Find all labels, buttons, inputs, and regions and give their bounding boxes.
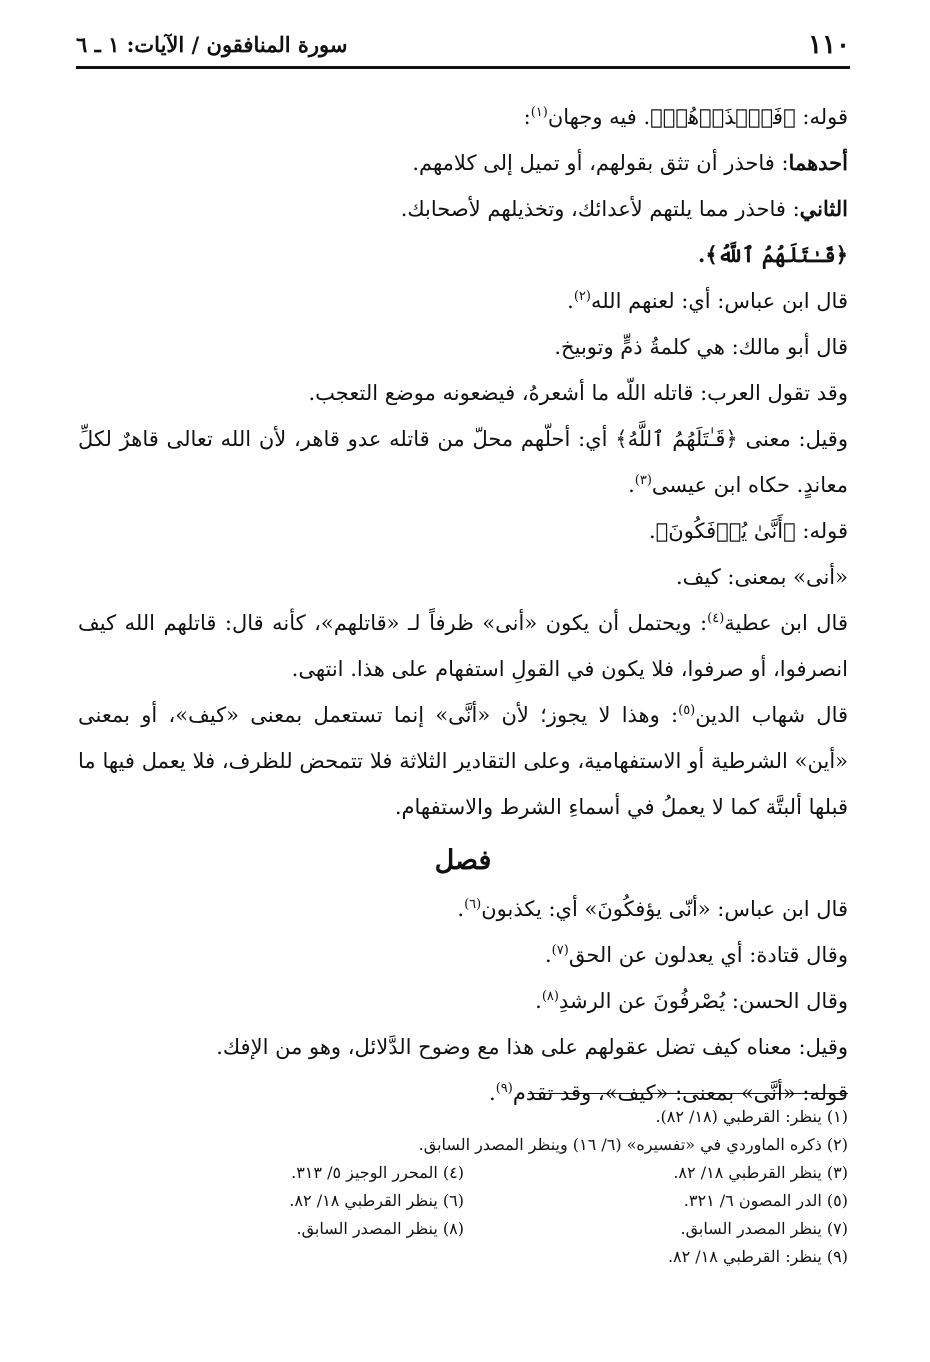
running-title: سورة المنافقون / الآيات: ١ ـ ٦: [76, 32, 348, 57]
footnote: (٧) ينظر المصدر السابق.: [680, 1219, 848, 1238]
paragraph: [78, 140, 848, 186]
footnote-ref: (٥): [678, 703, 696, 718]
paragraph: قوله: ﴿أَنَّىٰ يُؤۡفَكُونَ﴾.: [649, 519, 848, 543]
text-segment: : فاحذر مما يلتهم لأعدائك، وتخذيلهم لأصحابك.: [400, 197, 800, 221]
text-segment: وقيل: معنى ﴿قَـٰتَلَهُمُ ٱللَّهُ﴾ أي: أحلّهم محلّ من قاتله عدو قاهر، لأن الله تعالى قاهرٌ لكلِّ معاندٍ. حكاه ابن عيسى: [78, 427, 848, 497]
paragraph: «أنى» بمعنى: كيف.: [675, 565, 848, 589]
text-segment: قوله: ﴿فَٱحۡذَرۡهُمۡ﴾. فيه وجهان: [547, 105, 848, 129]
text-segment: وقال قتادة: أي يعدلون عن الحق: [568, 943, 848, 967]
page-number: ١١٠: [808, 30, 850, 60]
text-segment: .: [489, 1081, 496, 1105]
bold-term: أحدهما: [788, 150, 848, 175]
text-segment: : فاحذر أن تثق بقولهم، أو تميل إلى كلامهم.: [412, 151, 789, 175]
text-segment: قال ابن عباس: أي: لعنهم الله: [590, 289, 848, 313]
footnote: (١) ينظر: القرطبي (١٨/ ٨٢).: [655, 1107, 848, 1126]
footnote: (٣) ينظر القرطبي ١٨/ ٨٢.: [673, 1163, 848, 1182]
text-segment: .: [567, 289, 574, 313]
footnote-divider: [528, 1093, 848, 1094]
text-segment: قال ابن عباس: «أنّى يؤفكُونَ» أي: يكذبون: [481, 897, 848, 921]
paragraph: [78, 886, 848, 932]
paragraph: [78, 600, 848, 692]
footnotes: [80, 1103, 848, 1271]
footnote: (٥) الدر المصون ٦/ ٣٢١.: [683, 1191, 848, 1210]
text-segment: .: [628, 473, 635, 497]
footnote-ref: (٦): [464, 897, 482, 912]
text-segment: : ويحتمل أن يكون «أنى» ظرفاً لـ «قاتلهم»، كأنه قال: قاتلهم الله كيف انصرفوا، أو صرفوا، فلا يكون في القولِ استفهام على هذا. انتهى.: [78, 611, 848, 681]
footnote: (٦) ينظر القرطبي ١٨/ ٨٢.: [289, 1191, 464, 1210]
footnote: (٢) ذكره الماوردي في «تفسيره» (٦/ ١٦) وينظر المصدر السابق.: [418, 1135, 848, 1154]
paragraph: [78, 94, 848, 140]
section-heading: فصل: [434, 845, 492, 876]
paragraph: [78, 186, 848, 232]
paragraph: وقد تقول العرب: قاتله اللّه ما أشعرهُ، فيضعونه موضع التعجب.: [308, 381, 848, 405]
paragraph: [78, 692, 848, 830]
paragraph: [78, 416, 848, 508]
text-segment: .: [544, 943, 552, 967]
footnote: (٨) ينظر المصدر السابق.: [296, 1219, 464, 1238]
quran-quote: ﴿قَـٰتَلَهُمُ ٱللَّهُ﴾.: [698, 242, 848, 267]
text-segment: :: [523, 105, 531, 129]
footnote-ref: (٣): [634, 473, 652, 488]
paragraph: قال أبو مالك: هي كلمةُ ذمٍّ وتوبيخ.: [554, 335, 848, 359]
text-segment: : وهذا لا يجوز؛ لأن «أنَّى» إنما تستعمل بمعنى «كيف»، أو بمعنى «أين» الشرطية أو الاستفهامية، وعلى التقادير الثلاثة فلا تتمحض للظرف، فلا يعمل فيها ما قبلها ألبتَّة كما لا يعملُ في أسماءِ الشرط والاستفهام.: [78, 703, 848, 819]
text-segment: .: [457, 897, 465, 921]
text-segment: قوله: «أنَّى» بمعنى: «كيف»، وقد تقدم: [512, 1081, 848, 1105]
text-segment: قال ابن عطية: [724, 611, 848, 635]
footnote-ref: (٩): [495, 1081, 513, 1096]
footnote-ref: (٧): [551, 943, 569, 958]
paragraph: [78, 278, 848, 324]
footnote-ref: (١): [530, 105, 548, 120]
text-segment: .: [535, 989, 542, 1013]
page-header: [76, 28, 850, 69]
footnote-ref: (٤): [707, 611, 725, 626]
paragraph: [78, 978, 848, 1024]
paragraph: وقيل: معناه كيف تضل عقولهم على هذا مع وضوح الدَّلائل، وهو من الإفك.: [216, 1035, 848, 1059]
footnote: (٤) المحرر الوجيز ٥/ ٣١٣.: [291, 1163, 464, 1182]
main-text: [78, 94, 848, 1116]
footnote-ref: (٨): [541, 989, 559, 1004]
text-segment: قال شهاب الدين: [695, 703, 849, 727]
footnote-ref: (٢): [573, 289, 591, 304]
paragraph: [78, 932, 848, 978]
bold-term: الثاني: [799, 196, 848, 221]
footnote: (٩) ينظر: القرطبي ١٨/ ٨٢.: [667, 1247, 848, 1266]
text-segment: وقال الحسن: يُصْرفُونَ عن الرشدِ: [558, 989, 848, 1013]
